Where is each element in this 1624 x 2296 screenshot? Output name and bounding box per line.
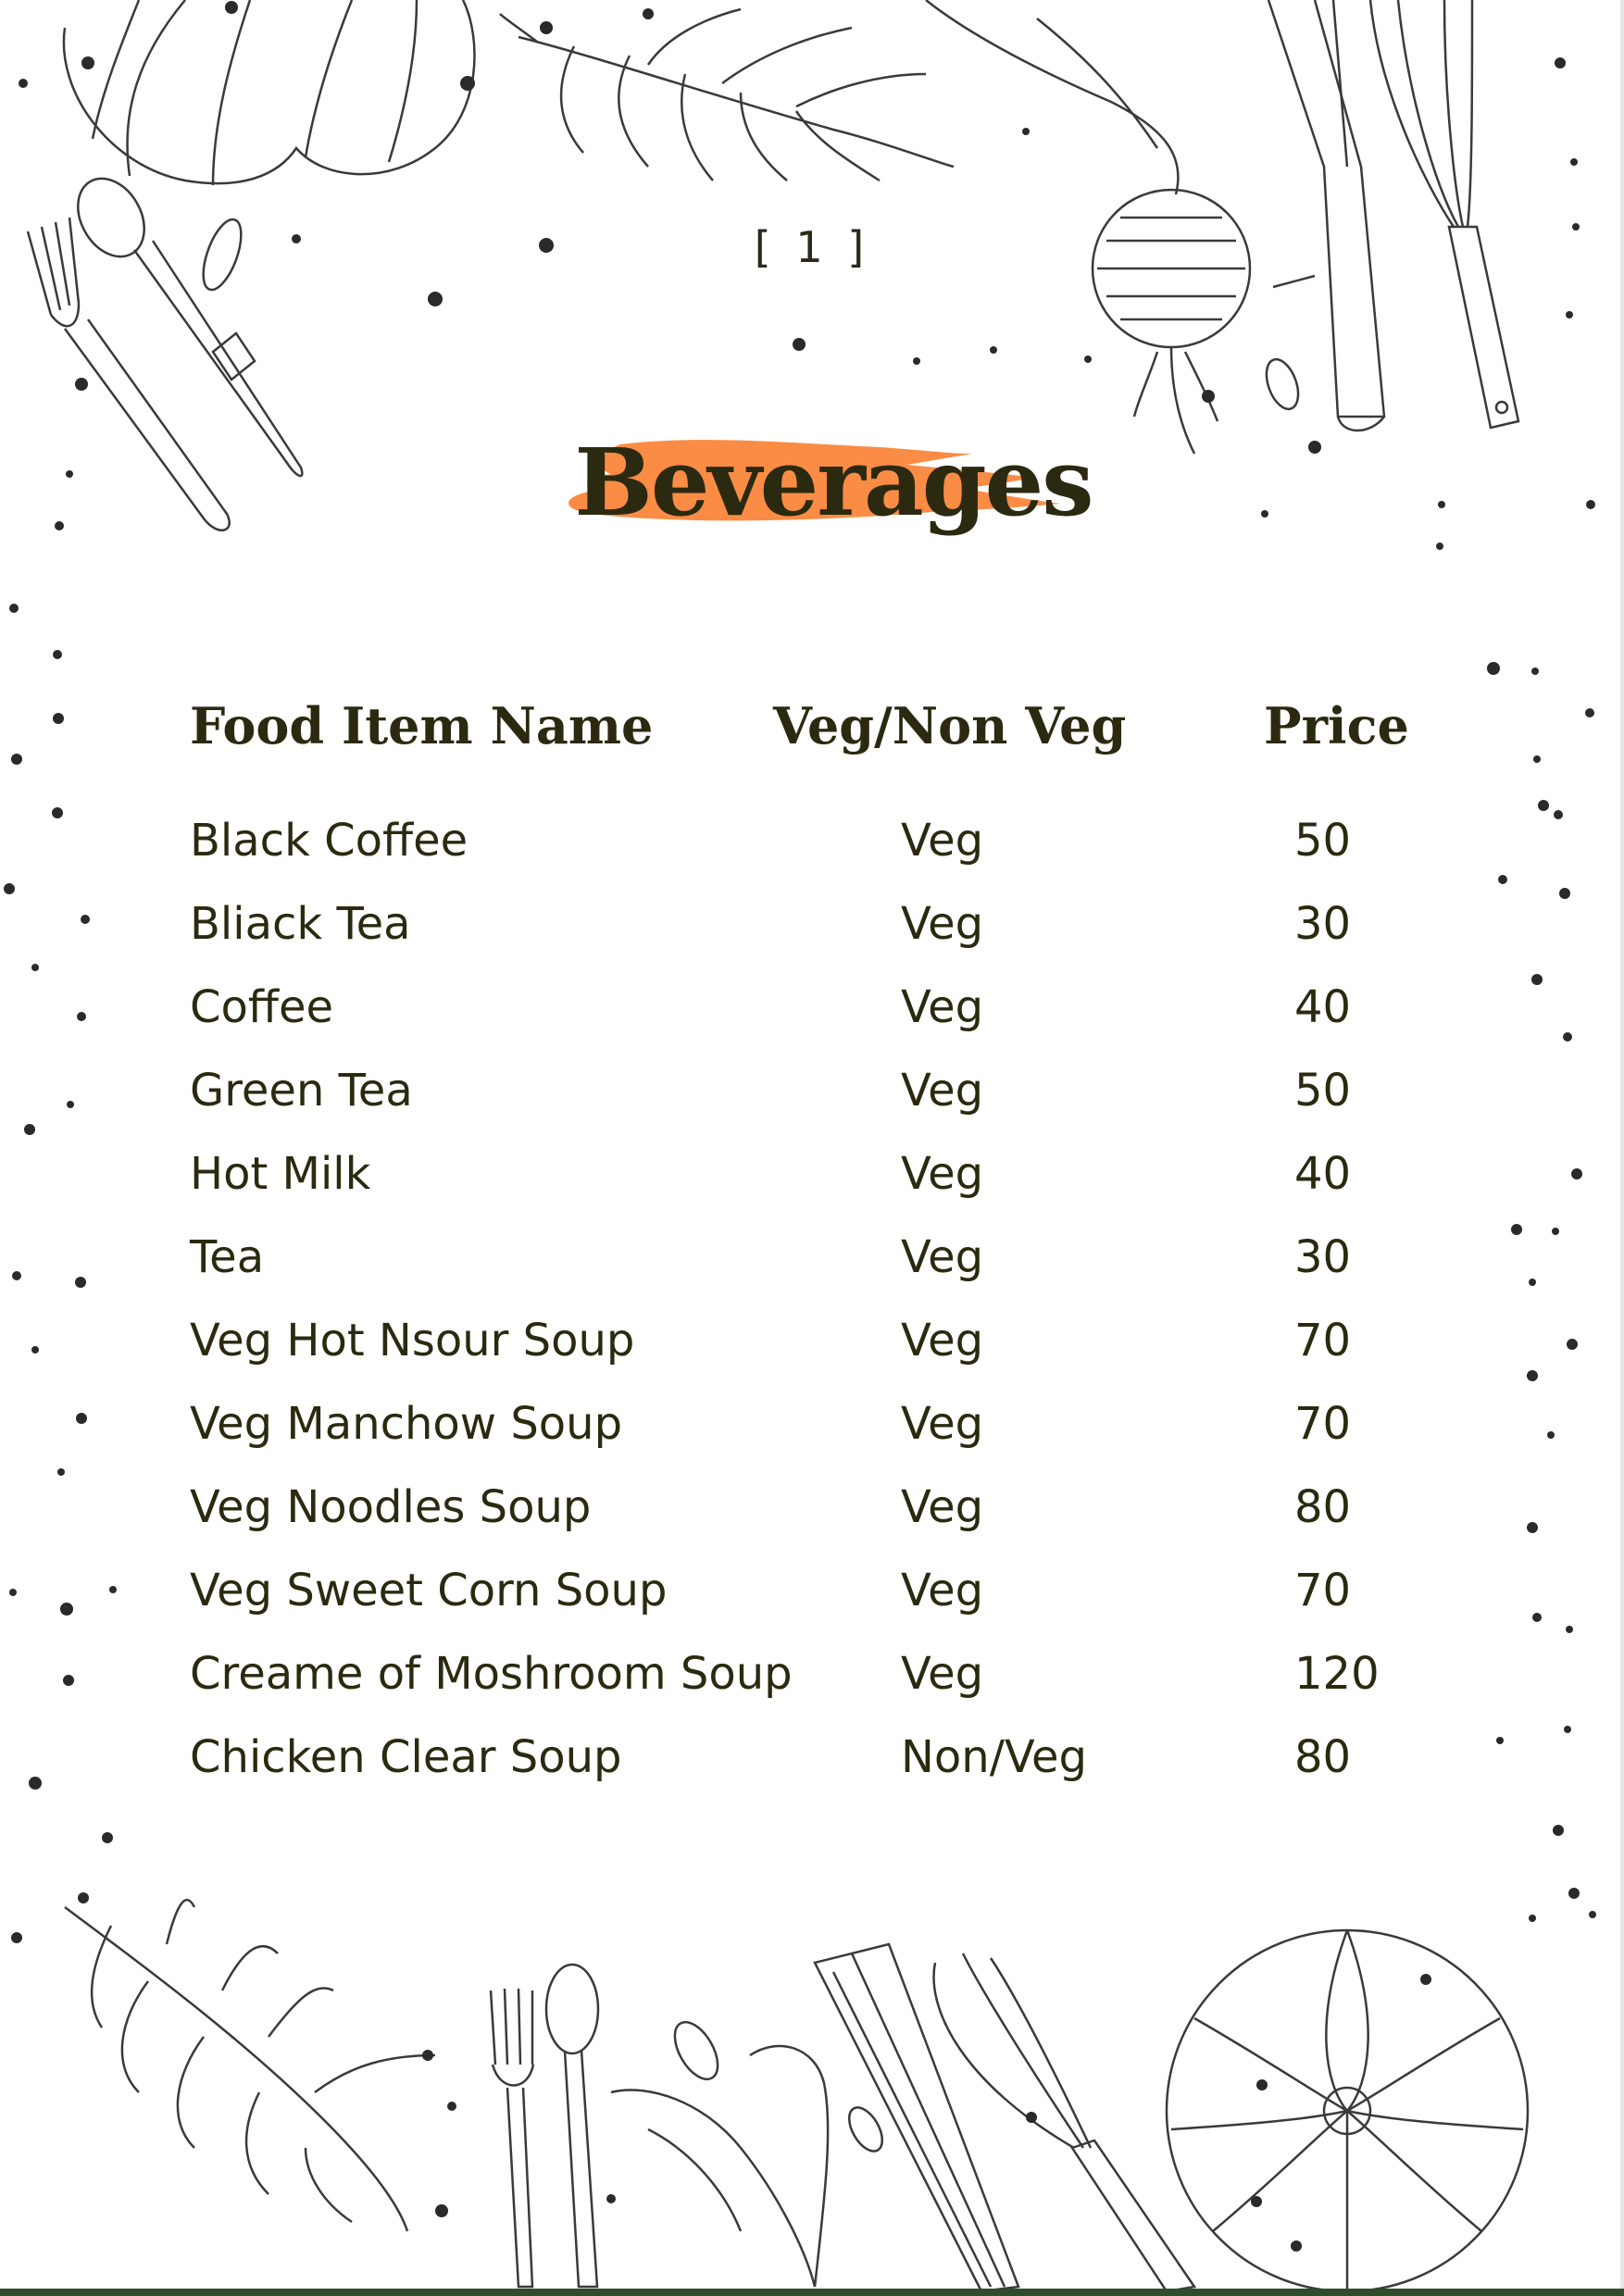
title-block [556,407,1111,593]
table-row [0,1481,1624,1565]
table-row [0,815,1624,898]
item-type: Veg [901,981,984,1033]
table-row [0,898,1624,981]
item-price: 30 [1294,898,1352,950]
item-price: 70 [1294,1398,1352,1450]
pumpkin-illustration-bottom [1167,1930,1528,2291]
menu-table [0,815,1624,1815]
item-name: Bliack Tea [190,898,411,950]
page-number: [ 1 ] [754,222,870,272]
item-name: Veg Manchow Soup [190,1398,623,1450]
item-type: Veg [901,1231,984,1283]
item-price: 40 [1294,1148,1352,1200]
seed-illustration-bottom-2 [843,2102,889,2156]
table-row [0,1398,1624,1481]
item-name: Chicken Clear Soup [190,1731,622,1783]
item-type: Veg [901,1315,984,1366]
fork-illustration-bottom [491,1989,533,2287]
table-row [0,1648,1624,1731]
item-price: 50 [1294,815,1352,867]
leaf-illustration-bottom [65,1900,435,2231]
leek-illustration-top [1268,0,1384,430]
table-row [0,981,1624,1065]
table-header [0,696,1624,770]
item-name: Veg Sweet Corn Soup [190,1565,668,1616]
item-name: Veg Noodles Soup [190,1481,592,1533]
item-price: 120 [1294,1648,1380,1700]
item-type: Non/Veg [901,1731,1087,1783]
table-row [0,1231,1624,1315]
item-type: Veg [901,1148,984,1200]
table-row [0,1148,1624,1231]
lettuce-illustration [611,2046,828,2287]
item-type: Veg [901,1481,984,1533]
whisk-illustration-top [1370,0,1518,428]
item-price: 50 [1294,1065,1352,1117]
stick-illustration [1273,276,1315,287]
pumpkin-illustration-top [64,0,475,185]
item-type: Veg [901,1398,984,1450]
item-price: 70 [1294,1315,1352,1366]
spoon-illustration-top [65,167,303,476]
item-name: Black Coffee [190,815,468,867]
page-title: Beverages [574,428,1093,537]
item-name: Green Tea [190,1065,413,1117]
item-name: Tea [190,1231,265,1283]
whisk-illustration-bottom [934,1953,1194,2291]
item-price: 80 [1294,1481,1352,1533]
table-row [0,1065,1624,1148]
spoon-illustration-bottom [546,1965,598,2287]
item-price: 30 [1294,1231,1352,1283]
item-price: 40 [1294,981,1352,1033]
item-name: Coffee [190,981,334,1033]
item-type: Veg [901,898,984,950]
column-header-price: Price [1264,696,1409,755]
item-type: Veg [901,1565,984,1616]
item-name: Hot Milk [190,1148,371,1200]
seed-illustration-right [1260,356,1304,414]
item-name: Creame of Moshroom Soup [190,1648,793,1700]
bottom-bar [0,2289,1624,2296]
item-type: Veg [901,815,984,867]
column-header-name: Food Item Name [190,696,654,755]
item-type: Veg [901,1065,984,1117]
seed-illustration-bottom [666,2015,726,2087]
table-row [0,1731,1624,1815]
item-name: Veg Hot Nsour Soup [190,1315,635,1366]
item-price: 70 [1294,1565,1352,1616]
item-price: 80 [1294,1731,1352,1783]
table-row [0,1315,1624,1398]
column-header-type: Veg/Non Veg [773,696,1127,755]
table-row [0,1565,1624,1648]
item-type: Veg [901,1648,984,1700]
leaf-illustration-top [500,9,954,181]
